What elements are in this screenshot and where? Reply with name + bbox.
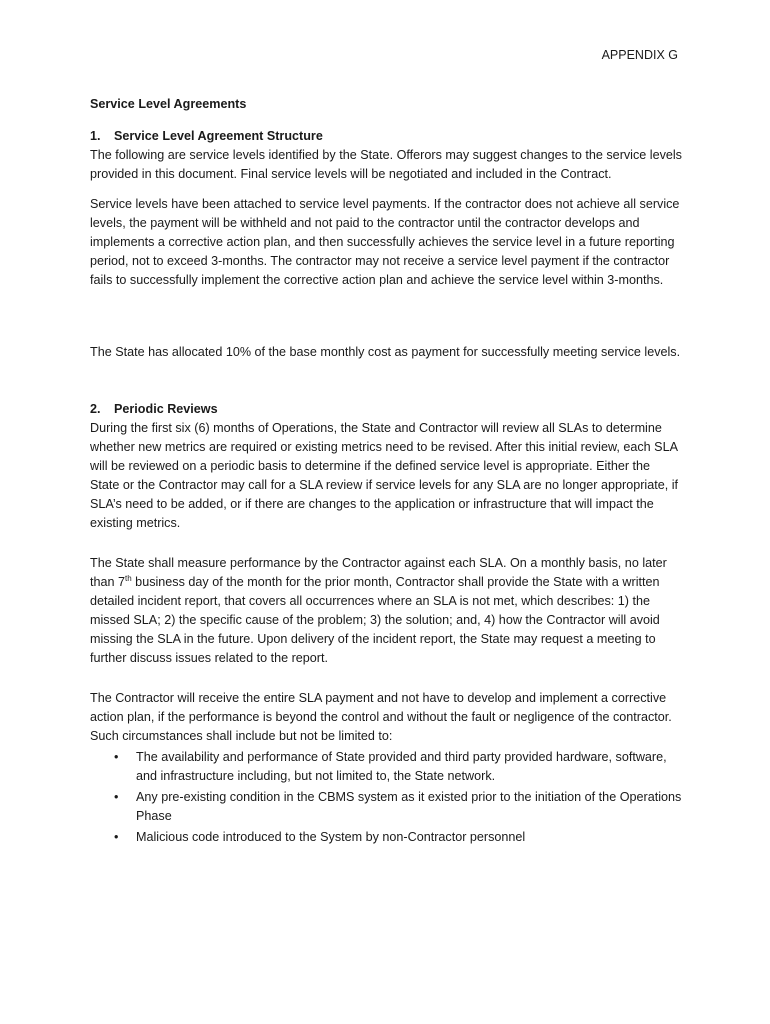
list-item-text: Malicious code introduced to the System by non-Contractor personnel bbox=[136, 830, 526, 844]
paragraph-2-text-b: business day of the month for the prior month, Contractor shall provide the State with a written detailed incident report, that covers all occurrences where an SLA is not met, which describes: 1) the missed SLA; 2) the specific cause of the problem; 3) the solution; and, 4) how the Contractor will avoid missing the SLA in the future. Upon delivery of the incident report, the State may request a meeting to further discuss issues related to the report. bbox=[90, 575, 660, 665]
bullet-icon: • bbox=[114, 790, 119, 804]
section-2-heading bbox=[90, 400, 682, 419]
bullet-icon: • bbox=[114, 830, 119, 844]
section-2-number: 2. bbox=[90, 402, 101, 416]
list-item-text: Any pre-existing condition in the CBMS system as it existed prior to the initiation of the Operations Phase bbox=[136, 790, 682, 823]
document-title: Service Level Agreements bbox=[90, 97, 247, 111]
section-2-paragraph-2 bbox=[90, 554, 682, 668]
section-1-paragraph-2: Service levels have been attached to service level payments. If the contractor does not achieve all service levels, the payment will be withheld and not paid to the contractor until the contractor develops and implements a corrective action plan, and then successfully achieves the service level in a future reporting period, not to exceed 3-months. The contractor may not receive a service level payment if the contractor fails to successfully implement the corrective action plan and achieve the service level within 3-months. bbox=[90, 197, 680, 287]
section-2-paragraph-3: The Contractor will receive the entire SLA payment and not have to develop and implement a corrective action plan, if the performance is beyond the control and without the fault or negligence of the contractor. Such circumstances shall include but not be limited to: bbox=[90, 691, 672, 743]
section-1-paragraph-3: The State has allocated 10% of the base monthly cost as payment for successfully meeting service levels. bbox=[90, 345, 681, 359]
section-1-number: 1. bbox=[90, 129, 101, 143]
section-1-paragraph-1: The following are service levels identified by the State. Offerors may suggest changes to the service levels provided in this document. Final service levels will be negotiated and included in the Contract. bbox=[90, 148, 682, 181]
ordinal-suffix: th bbox=[125, 573, 132, 583]
list-item bbox=[90, 748, 682, 786]
paragraph-2-text-a: The State shall measure performance by the Contractor against each SLA. On a monthly basis, no later than 7 bbox=[90, 556, 667, 589]
list-item-text: The availability and performance of State provided and third party provided hardware, software, and infrastructure including, but not limited to, the State network. bbox=[136, 750, 667, 783]
document-body bbox=[90, 95, 682, 849]
section-1-title: Service Level Agreement Structure bbox=[114, 129, 323, 143]
appendix-label: APPENDIX G bbox=[601, 48, 678, 62]
section-1-heading bbox=[90, 127, 682, 146]
list-item bbox=[90, 788, 682, 826]
section-2-title: Periodic Reviews bbox=[114, 402, 218, 416]
list-item bbox=[90, 828, 682, 847]
section-2-paragraph-1: During the first six (6) months of Operations, the State and Contractor will review all SLAs to determine whether new metrics are required or existing metrics need to be revised. After this initial review, each SLA will be reviewed on a periodic basis to determine if the defined service level is appropriate. Either the State or the Contractor may call for a SLA review if service levels for any SLA are no longer appropriate, if SLA’s need to be added, or if there are changes to the application or infrastructure that will impact the existing metrics. bbox=[90, 421, 678, 530]
exclusions-list bbox=[90, 748, 682, 847]
bullet-icon: • bbox=[114, 750, 119, 764]
